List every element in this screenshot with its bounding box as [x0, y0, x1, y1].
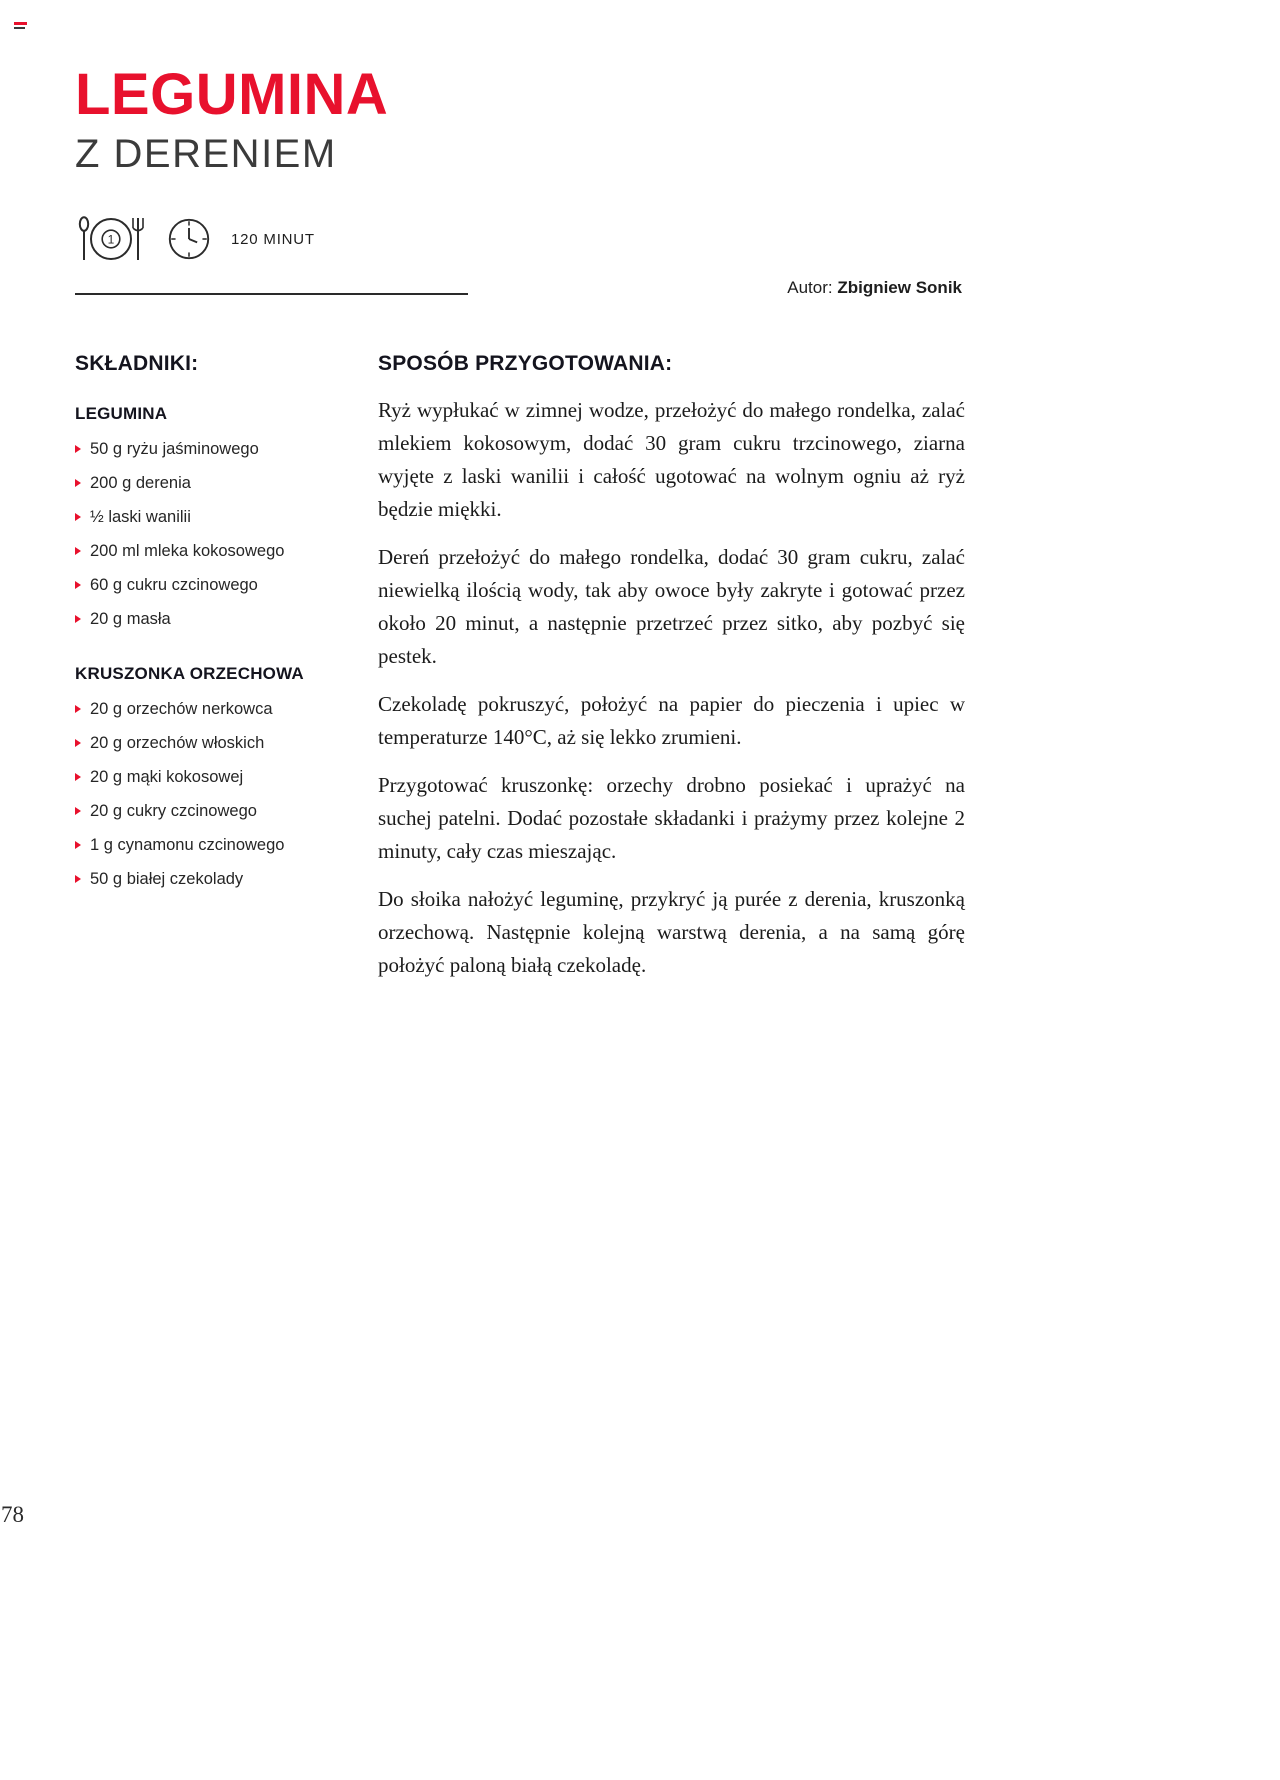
ingredient-item	[75, 726, 378, 760]
bullet-triangle-icon	[75, 705, 81, 713]
preparation-paragraph: Czekoladę pokruszyć, położyć na papier do pieczenia i upiec w temperaturze 140°C, aż się lekko zrumieni.	[378, 691, 965, 749]
ingredient-list	[75, 692, 378, 896]
ingredient-item	[75, 568, 378, 602]
bullet-triangle-icon	[75, 773, 81, 781]
ingredient-item	[75, 760, 378, 794]
ingredient-text: 20 g masła	[90, 609, 171, 628]
prep-time-label: 120 MINUT	[231, 230, 315, 248]
ingredient-text: 20 g cukry czcinowego	[90, 801, 257, 820]
preparation-column	[378, 352, 965, 997]
ingredient-item	[75, 828, 378, 862]
author-label: Autor:	[787, 278, 833, 297]
bullet-triangle-icon	[75, 615, 81, 623]
ingredient-item	[75, 692, 378, 726]
bullet-triangle-icon	[75, 581, 81, 589]
preparation-paragraph: Ryż wypłukać w zimnej wodze, przełożyć do małego rondelka, zalać mlekiem kokosowym, dodać 30 gram cukru trzcinowego, ziarna wyjęte z laski wanilii i całość ugotować na wolnym ogniu aż ryż będzie miękki.	[378, 398, 965, 521]
preparation-paragraph: Do słoika nałożyć leguminę, przykryć ją purée z derenia, kruszonką orzechową. Następnie kolejną warstwą derenia, a na samą górę położyć paloną białą czekoladę.	[378, 886, 965, 977]
clock-icon	[165, 215, 213, 263]
bullet-triangle-icon	[75, 479, 81, 487]
ingredient-item	[75, 432, 378, 466]
servings-icon	[75, 214, 147, 264]
corner-bar-red	[14, 22, 27, 25]
ingredients-heading: SKŁADNIKI:	[75, 352, 199, 375]
divider-line	[75, 293, 468, 295]
bullet-triangle-icon	[75, 841, 81, 849]
ingredient-text: 60 g cukru czcinowego	[90, 575, 258, 594]
ingredient-item	[75, 534, 378, 568]
ingredient-section-title: KRUSZONKA ORZECHOWA	[75, 664, 304, 683]
ingredients-column	[75, 352, 378, 997]
page-number: 78	[1, 1502, 24, 1527]
bullet-triangle-icon	[75, 547, 81, 555]
ingredient-item	[75, 602, 378, 636]
preparation-paragraph: Przygotować kruszonkę: orzechy drobno posiekać i uprażyć na suchej patelni. Dodać pozostałe składanki i prażymy przez kolejne 2 minuty, cały czas mieszając.	[378, 772, 965, 863]
divider-row	[75, 278, 962, 298]
bullet-triangle-icon	[75, 807, 81, 815]
recipe-title: LEGUMINA	[75, 62, 389, 127]
ingredient-list	[75, 432, 378, 636]
recipe-meta-row	[75, 214, 965, 264]
recipe-subtitle: Z DERENIEM	[75, 132, 337, 176]
page-corner-icon	[14, 22, 27, 31]
preparation-paragraph: Dereń przełożyć do małego rondelka, dodać 30 gram cukru, zalać niewielką ilością wody, tak aby owoce były zakryte i gotować przez około 20 minut, a następnie przetrzeć przez sitko, aby pozbyć się pestek.	[378, 544, 965, 668]
ingredients-sections	[75, 404, 378, 896]
bullet-triangle-icon	[75, 739, 81, 747]
ingredient-text: 20 g mąki kokosowej	[90, 767, 244, 786]
ingredient-item	[75, 862, 378, 896]
ingredient-item	[75, 794, 378, 828]
author-line	[787, 278, 962, 298]
preparation-paragraphs	[378, 394, 965, 982]
preparation-heading: SPOSÓB PRZYGOTOWANIA:	[378, 352, 673, 375]
ingredient-text: 20 g orzechów włoskich	[90, 733, 265, 752]
recipe-columns	[75, 352, 965, 997]
ingredient-item	[75, 466, 378, 500]
ingredient-text: 50 g białej czekolady	[90, 869, 244, 888]
author-name: Zbigniew Sonik	[837, 278, 962, 297]
ingredient-item	[75, 500, 378, 534]
bullet-triangle-icon	[75, 445, 81, 453]
ingredient-text: 200 ml mleka kokosowego	[90, 541, 285, 560]
ingredient-text: 20 g orzechów nerkowca	[90, 699, 273, 718]
ingredient-section-title: LEGUMINA	[75, 404, 168, 423]
bullet-triangle-icon	[75, 875, 81, 883]
bullet-triangle-icon	[75, 513, 81, 521]
ingredient-text: ½ laski wanilii	[90, 507, 191, 526]
ingredient-text: 1 g cynamonu czcinowego	[90, 835, 285, 854]
corner-bar-dark	[14, 27, 25, 29]
ingredient-text: 200 g derenia	[90, 473, 191, 492]
page-content	[75, 62, 965, 997]
servings-count: 1	[107, 232, 115, 247]
ingredient-text: 50 g ryżu jaśminowego	[90, 439, 259, 458]
